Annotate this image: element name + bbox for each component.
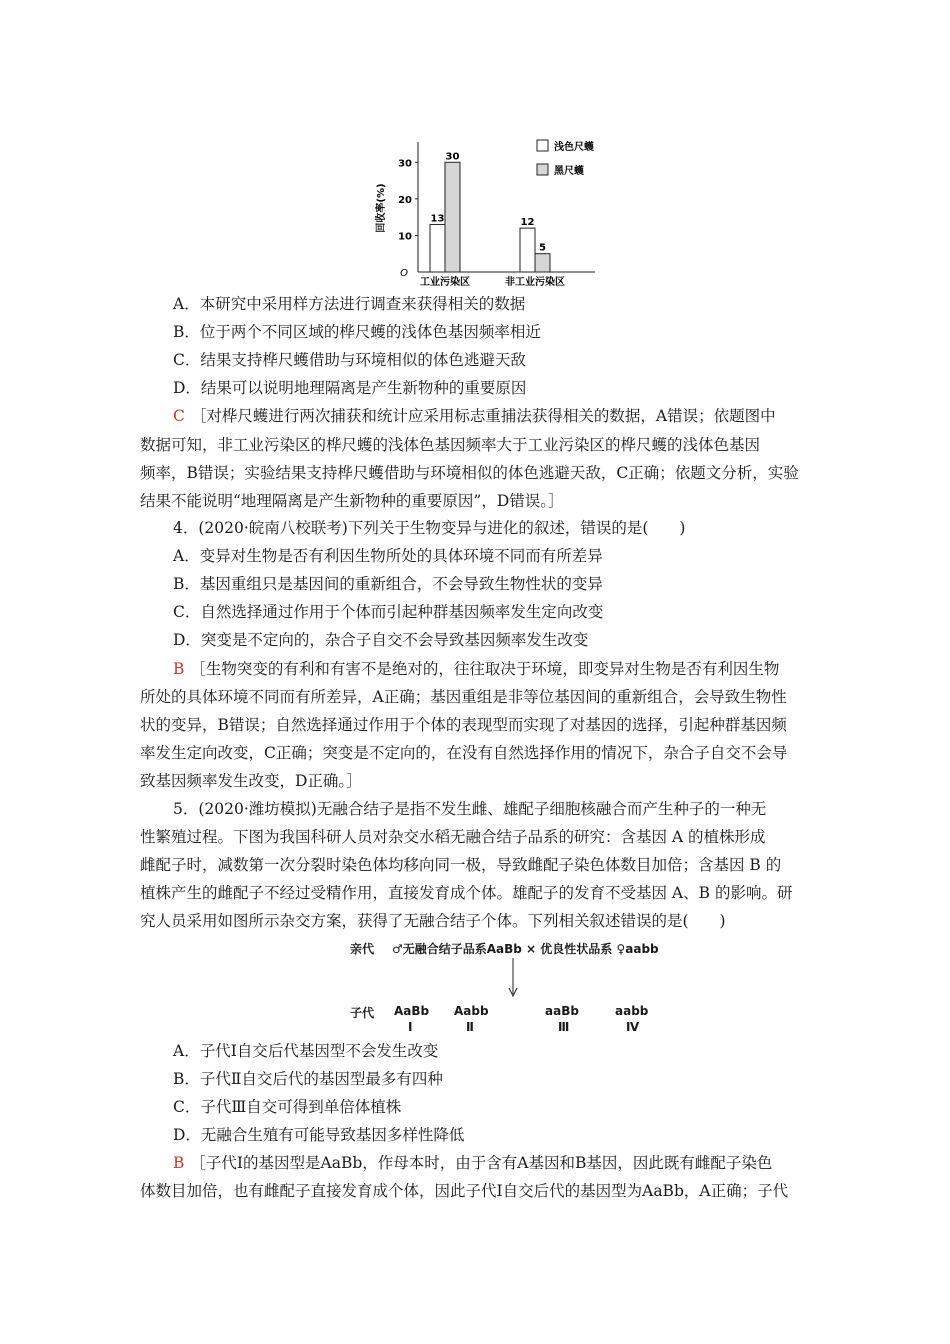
q4-answer-line: 状的变异，B错误；自然选择通过作用于个体的表现型而实现了对基因的选择，引起种群基因频 [140,716,787,734]
bar [445,162,460,272]
q5-answer-text: ［子代Ⅰ的基因型是AaBb，作母本时，由于含有A基因和B基因，因此既有雌配子染色 [190,1154,773,1172]
q5-option-b: B．子代Ⅱ自交后代的基因型最多有四种 [173,1070,443,1088]
y-tick-label: 20 [398,194,412,206]
q5-stem-line: 5．(2020·潍坊模拟)无融合结子是指不发生雌、雄配子细胞核融合而产生种子的一种无 [173,800,767,818]
bar [535,254,550,272]
legend-swatch [537,140,548,151]
bar-data-label: 12 [520,217,535,229]
legend-swatch [537,164,548,175]
y-tick-label: 30 [398,158,412,170]
q3-option-b: B．位于两个不同区域的桦尺蠖的浅体色基因频率相近 [173,323,541,341]
q4-answer-line: 所处的具体环境不同而有所差异，A正确；基因重组是非等位基因间的重新组合，会导致生物性 [140,688,787,706]
q5-answer-line: 体数目加倍，也有雌配子直接发育成个体，因此子代Ⅰ自交后代的基因型为AaBb，A正确；子代 [140,1182,789,1200]
y-tick-label: 10 [398,231,412,243]
q5-stem-line: 植株产生的雌配子不经过受精作用，直接发育成个体。雄配子的发育不受基因 A、B 的影响。研 [140,884,793,902]
offspring-genotype: AaBb [394,1004,430,1018]
q4-option-a: A．变异对生物是否有利因生物所处的具体环境不同而有所差异 [173,547,603,565]
offspring-genotype: Aabb [454,1004,489,1018]
offspring-generation-label: 子代 [350,1006,375,1020]
q5-answer-letter: B [173,1154,185,1172]
cross-diagram [350,940,670,1040]
q4-answer-text: ［生物突变的有利和有害不是绝对的，往往取决于环境，即变异对生物是否有利因生物 [190,660,780,678]
q3-option-d: D．结果可以说明地理隔离是产生新物种的重要原因 [173,379,527,397]
q3-option-a: A．本研究中采用样方法进行调查来获得相关的数据 [173,295,526,313]
offspring-genotype: aabb [615,1004,649,1018]
q4-option-b: B．基因重组只是基因间的重新组合，不会导致生物性状的变异 [173,575,603,593]
parent-cross-text: ♂无融合结子品系AaBb × 优良性状品系 ♀aabb [392,942,659,956]
q4-answer-letter: B [173,660,185,678]
bar-data-label: 30 [445,151,460,163]
cross-down-arrow [507,958,519,998]
q4-answer-first-line [173,658,779,680]
q4-option-c: C．自然选择通过作用于个体而引起种群基因频率发生定向改变 [173,603,604,621]
q3-answer-line: 数据可知，非工业污染区的桦尺蠖的浅体色基因频率大于工业污染区的桦尺蠖的浅体色基因 [140,436,761,454]
x-category-label: 非工业污染区 [505,277,565,288]
q5-stem-line: 雌配子时，减数第一次分裂时染色体均移向同一极，导致雌配子染色体数目加倍；含基因 B 的 [140,856,782,874]
legend-label: 浅色尺蠖 [554,142,594,153]
bar [520,228,535,272]
q5-answer-first-line [173,1152,772,1174]
q3-option-c: C．结果支持桦尺蠖借助与环境相似的体色逃避天敌 [173,351,526,369]
q4-answer-line: 致基因频率发生改变，D正确。］ [140,772,362,790]
q5-option-c: C．子代Ⅲ自交可得到单倍体植株 [173,1098,402,1116]
parent-generation-label: 亲代 [350,942,375,956]
q3-answer-line: 频率，B错误；实验结果支持桦尺蠖借助与环境相似的体色逃避天敌，C正确；依题文分析，实验 [140,464,799,482]
q5-stem-line: 性繁殖过程。下图为我国科研人员对杂交水稻无融合结子品系的研究：含基因 A 的植株形成 [140,828,766,846]
q5-option-a: A．子代Ⅰ自交后代基因型不会发生改变 [173,1042,439,1060]
recapture-rate-bar-chart [370,132,630,292]
offspring-numeral: Ⅲ [558,1020,570,1034]
q3-answer-first-line [173,405,776,427]
legend-label: 黑尺蠖 [554,166,584,177]
offspring-genotype: aaBb [545,1004,579,1018]
q4-stem: 4．(2020·皖南八校联考)下列关于生物变异与进化的叙述，错误的是( ) [173,519,686,537]
offspring-numeral: Ⅳ [626,1020,640,1034]
q4-answer-line: 率发生定向改变，C正确；突变是不定向的，在没有自然选择作用的情况下，杂合子自交不会导 [140,744,788,762]
y-axis-label: 回收率(%) [376,183,387,233]
bar-data-label: 5 [539,242,546,254]
bar-data-label: 13 [430,213,445,225]
q3-answer-text: ［对桦尺蠖进行两次捕获和统计应采用标志重捕法获得相关的数据，A错误；依题图中 [190,407,776,425]
q5-option-d: D．无融合生殖有可能导致基因多样性降低 [173,1126,465,1144]
bar [430,224,445,272]
q4-option-d: D．突变是不定向的，杂合子自交不会导致基因频率发生改变 [173,631,589,649]
x-category-label: 工业污染区 [420,277,470,288]
offspring-numeral: Ⅱ [466,1020,474,1034]
origin-label: O [400,268,408,279]
q3-answer-letter: C [173,407,185,425]
offspring-numeral: Ⅰ [408,1020,413,1034]
q5-stem-line: 究人员采用如图所示杂交方案，获得了无融合结子个体。下列相关叙述错误的是( ) [140,912,726,930]
q3-answer-line: 结果不能说明“地理隔离是产生新物种的重要原因”，D错误。］ [140,492,564,510]
